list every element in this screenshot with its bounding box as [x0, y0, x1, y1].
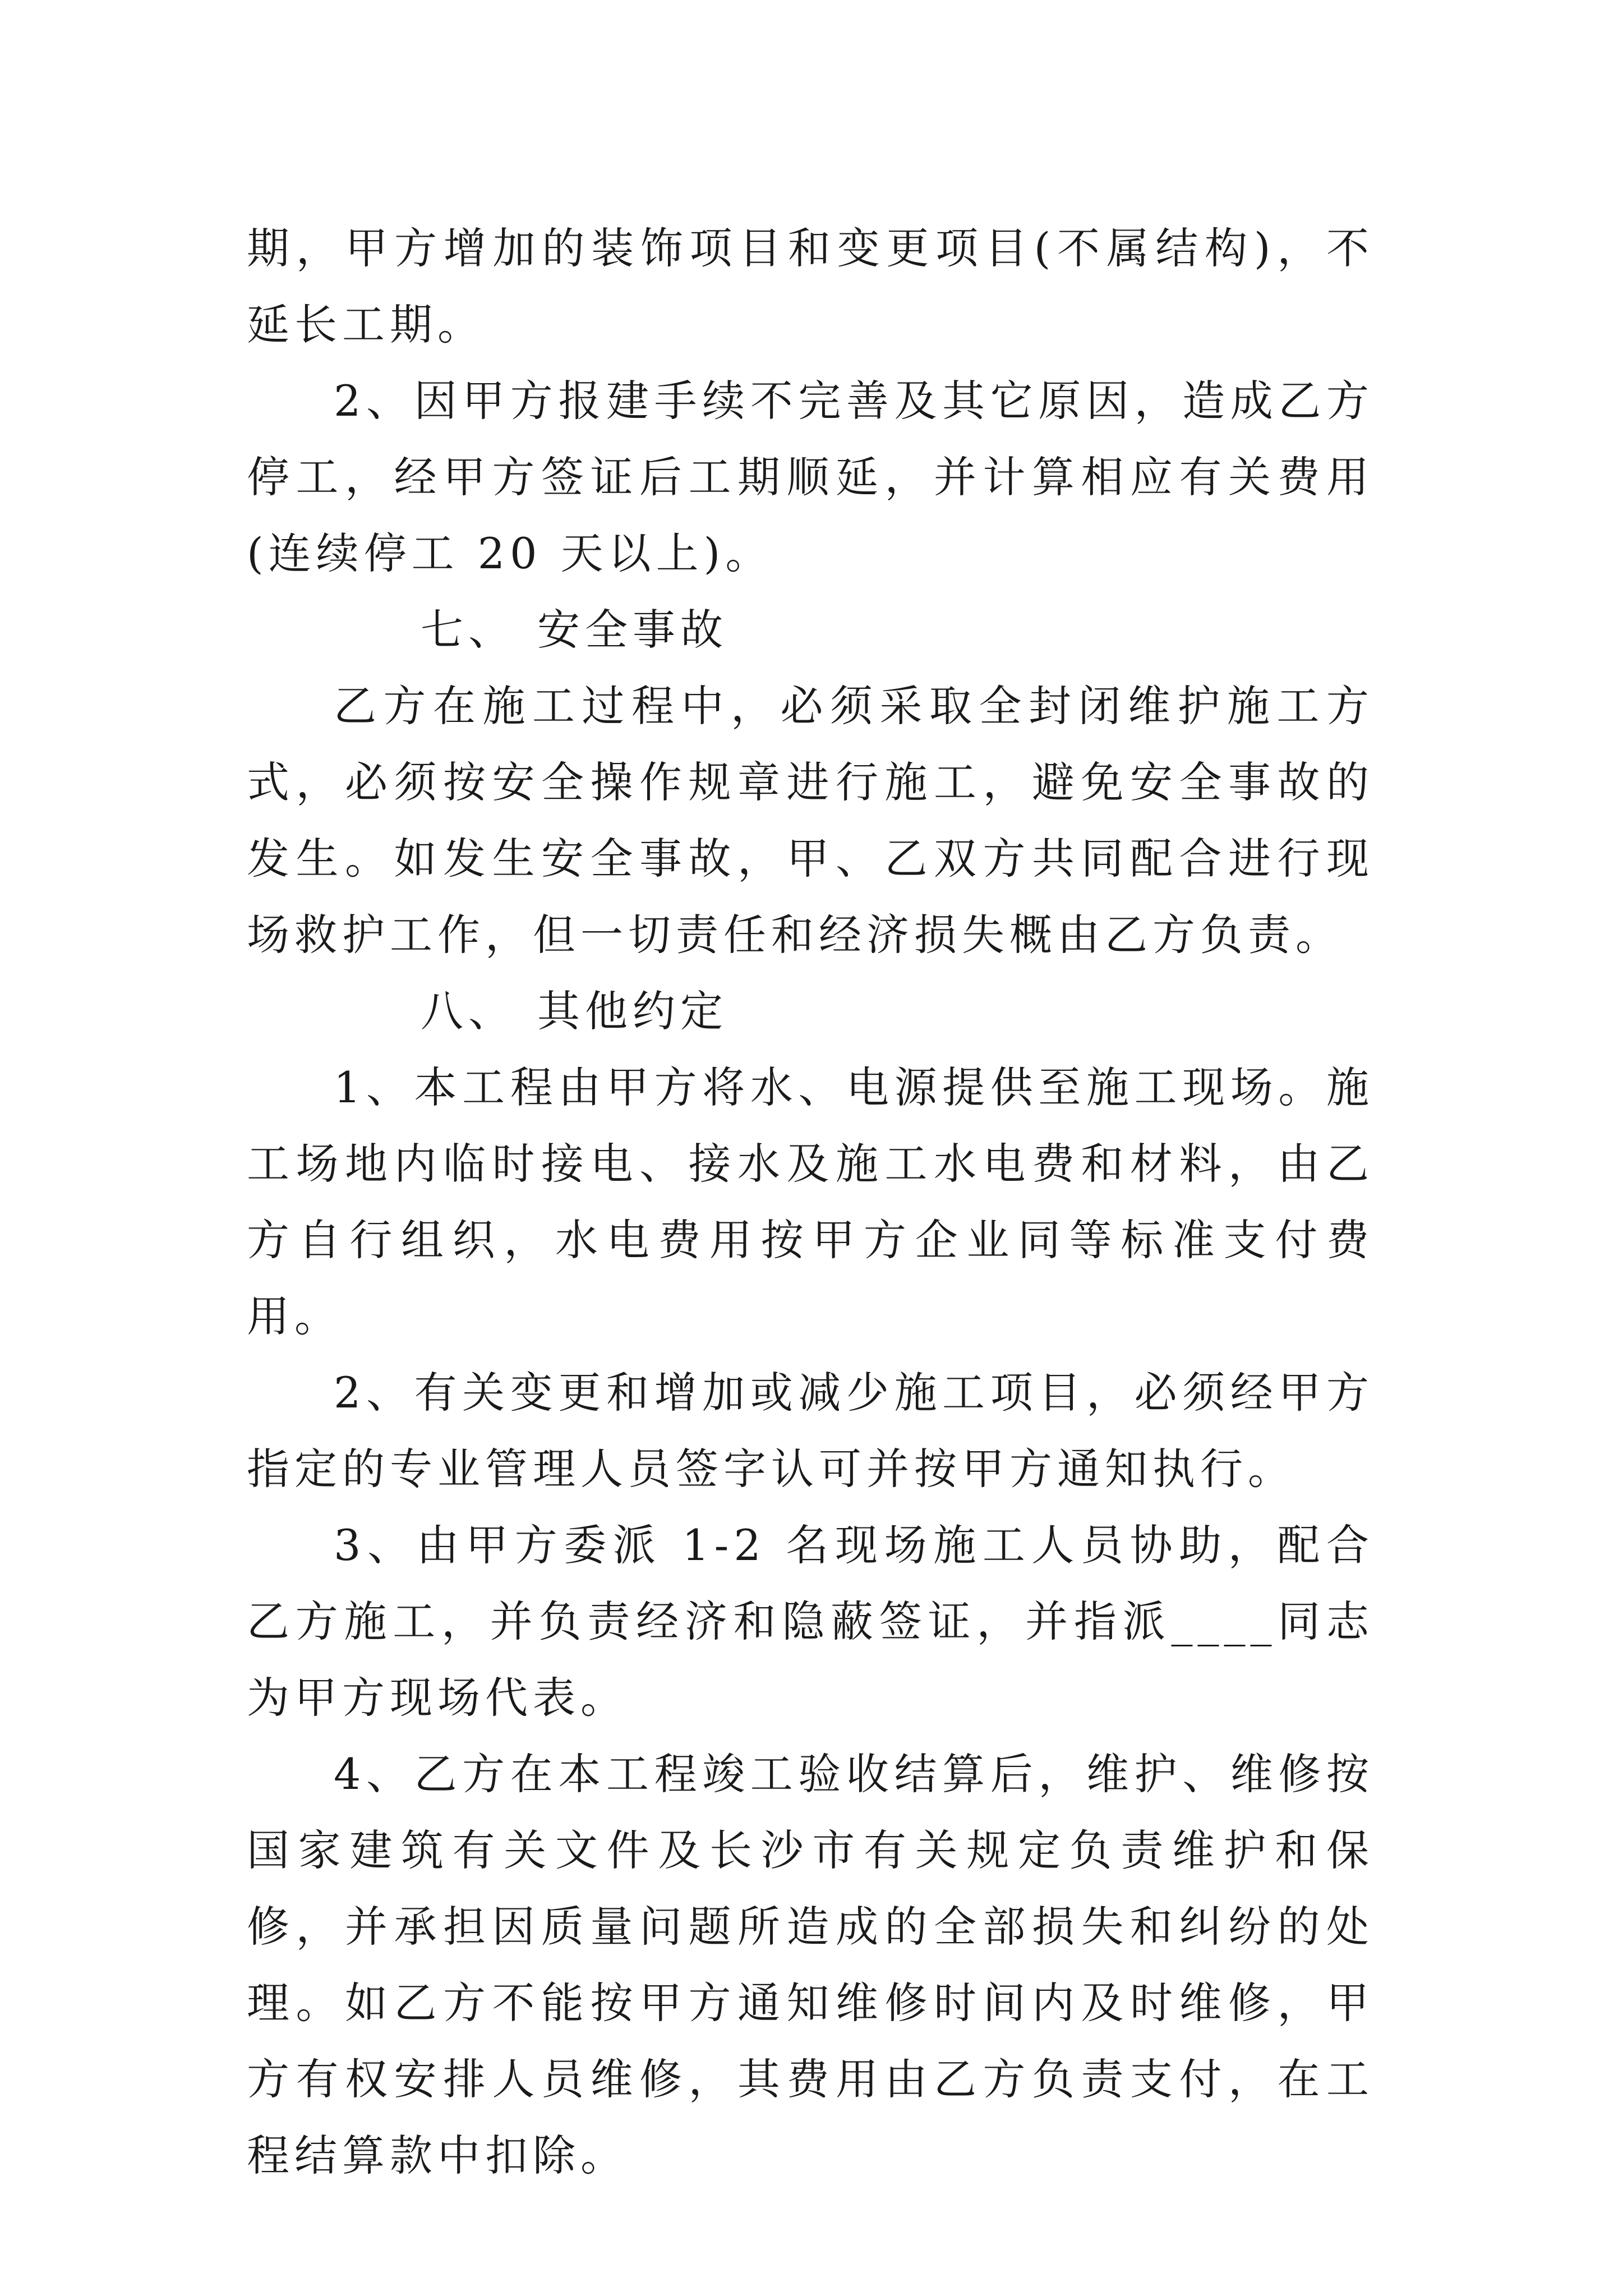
paragraph-other-item-1: 1、本工程由甲方将水、电源提供至施工现场。施工场地内临时接电、接水及施工水电费和材料，由乙方自行组织，水电费用按甲方企业同等标准支付费用。: [247, 1062, 1374, 1341]
paragraph-other-item-2: 2、有关变更和增加或减少施工项目，必须经甲方指定的专业管理人员签字认可并按甲方通知执行。: [247, 1368, 1374, 1494]
section-heading-safety: [247, 592, 1374, 668]
paragraph-other-item-3: 3、由甲方委派 1-2 名现场施工人员协助，配合乙方施工，并负责经济和隐蔽签证，并指派____同志为甲方现场代表。: [247, 1520, 1374, 1723]
paragraph-safety-body: 乙方在施工过程中，必须采取全封闭维护施工方式，必须按安全操作规章进行施工，避免安全事故的发生。如发生安全事故，甲、乙双方共同配合进行现场救护工作，但一切责任和经济损失概由乙方负责。: [247, 681, 1374, 960]
paragraph-item-2-delay: 2、因甲方报建手续不完善及其它原因，造成乙方停工，经甲方签证后工期顺延，并计算相应有关费用(连续停工 20 天以上)。: [247, 376, 1374, 578]
paragraph-other-item-4: 4、乙方在本工程竣工验收结算后，维护、维修按国家建筑有关文件及长沙市有关规定负责维护和保修，并承担因质量问题所造成的全部损失和纠纷的处理。如乙方不能按甲方通知维修时间内及时维修，甲方有权安排人员维修，其费用由乙方负责支付，在工程结算款中扣除。: [247, 1749, 1374, 2180]
section-number: 八、: [421, 986, 516, 1036]
document-body: [247, 210, 1374, 2194]
section-heading-other: [247, 973, 1374, 1050]
section-title: 其他约定: [537, 986, 728, 1036]
section-title: 安全事故: [537, 605, 728, 655]
section-number: 七、: [421, 605, 516, 655]
paragraph-continuation: 期，甲方增加的装饰项目和变更项目(不属结构)，不延长工期。: [247, 223, 1374, 349]
